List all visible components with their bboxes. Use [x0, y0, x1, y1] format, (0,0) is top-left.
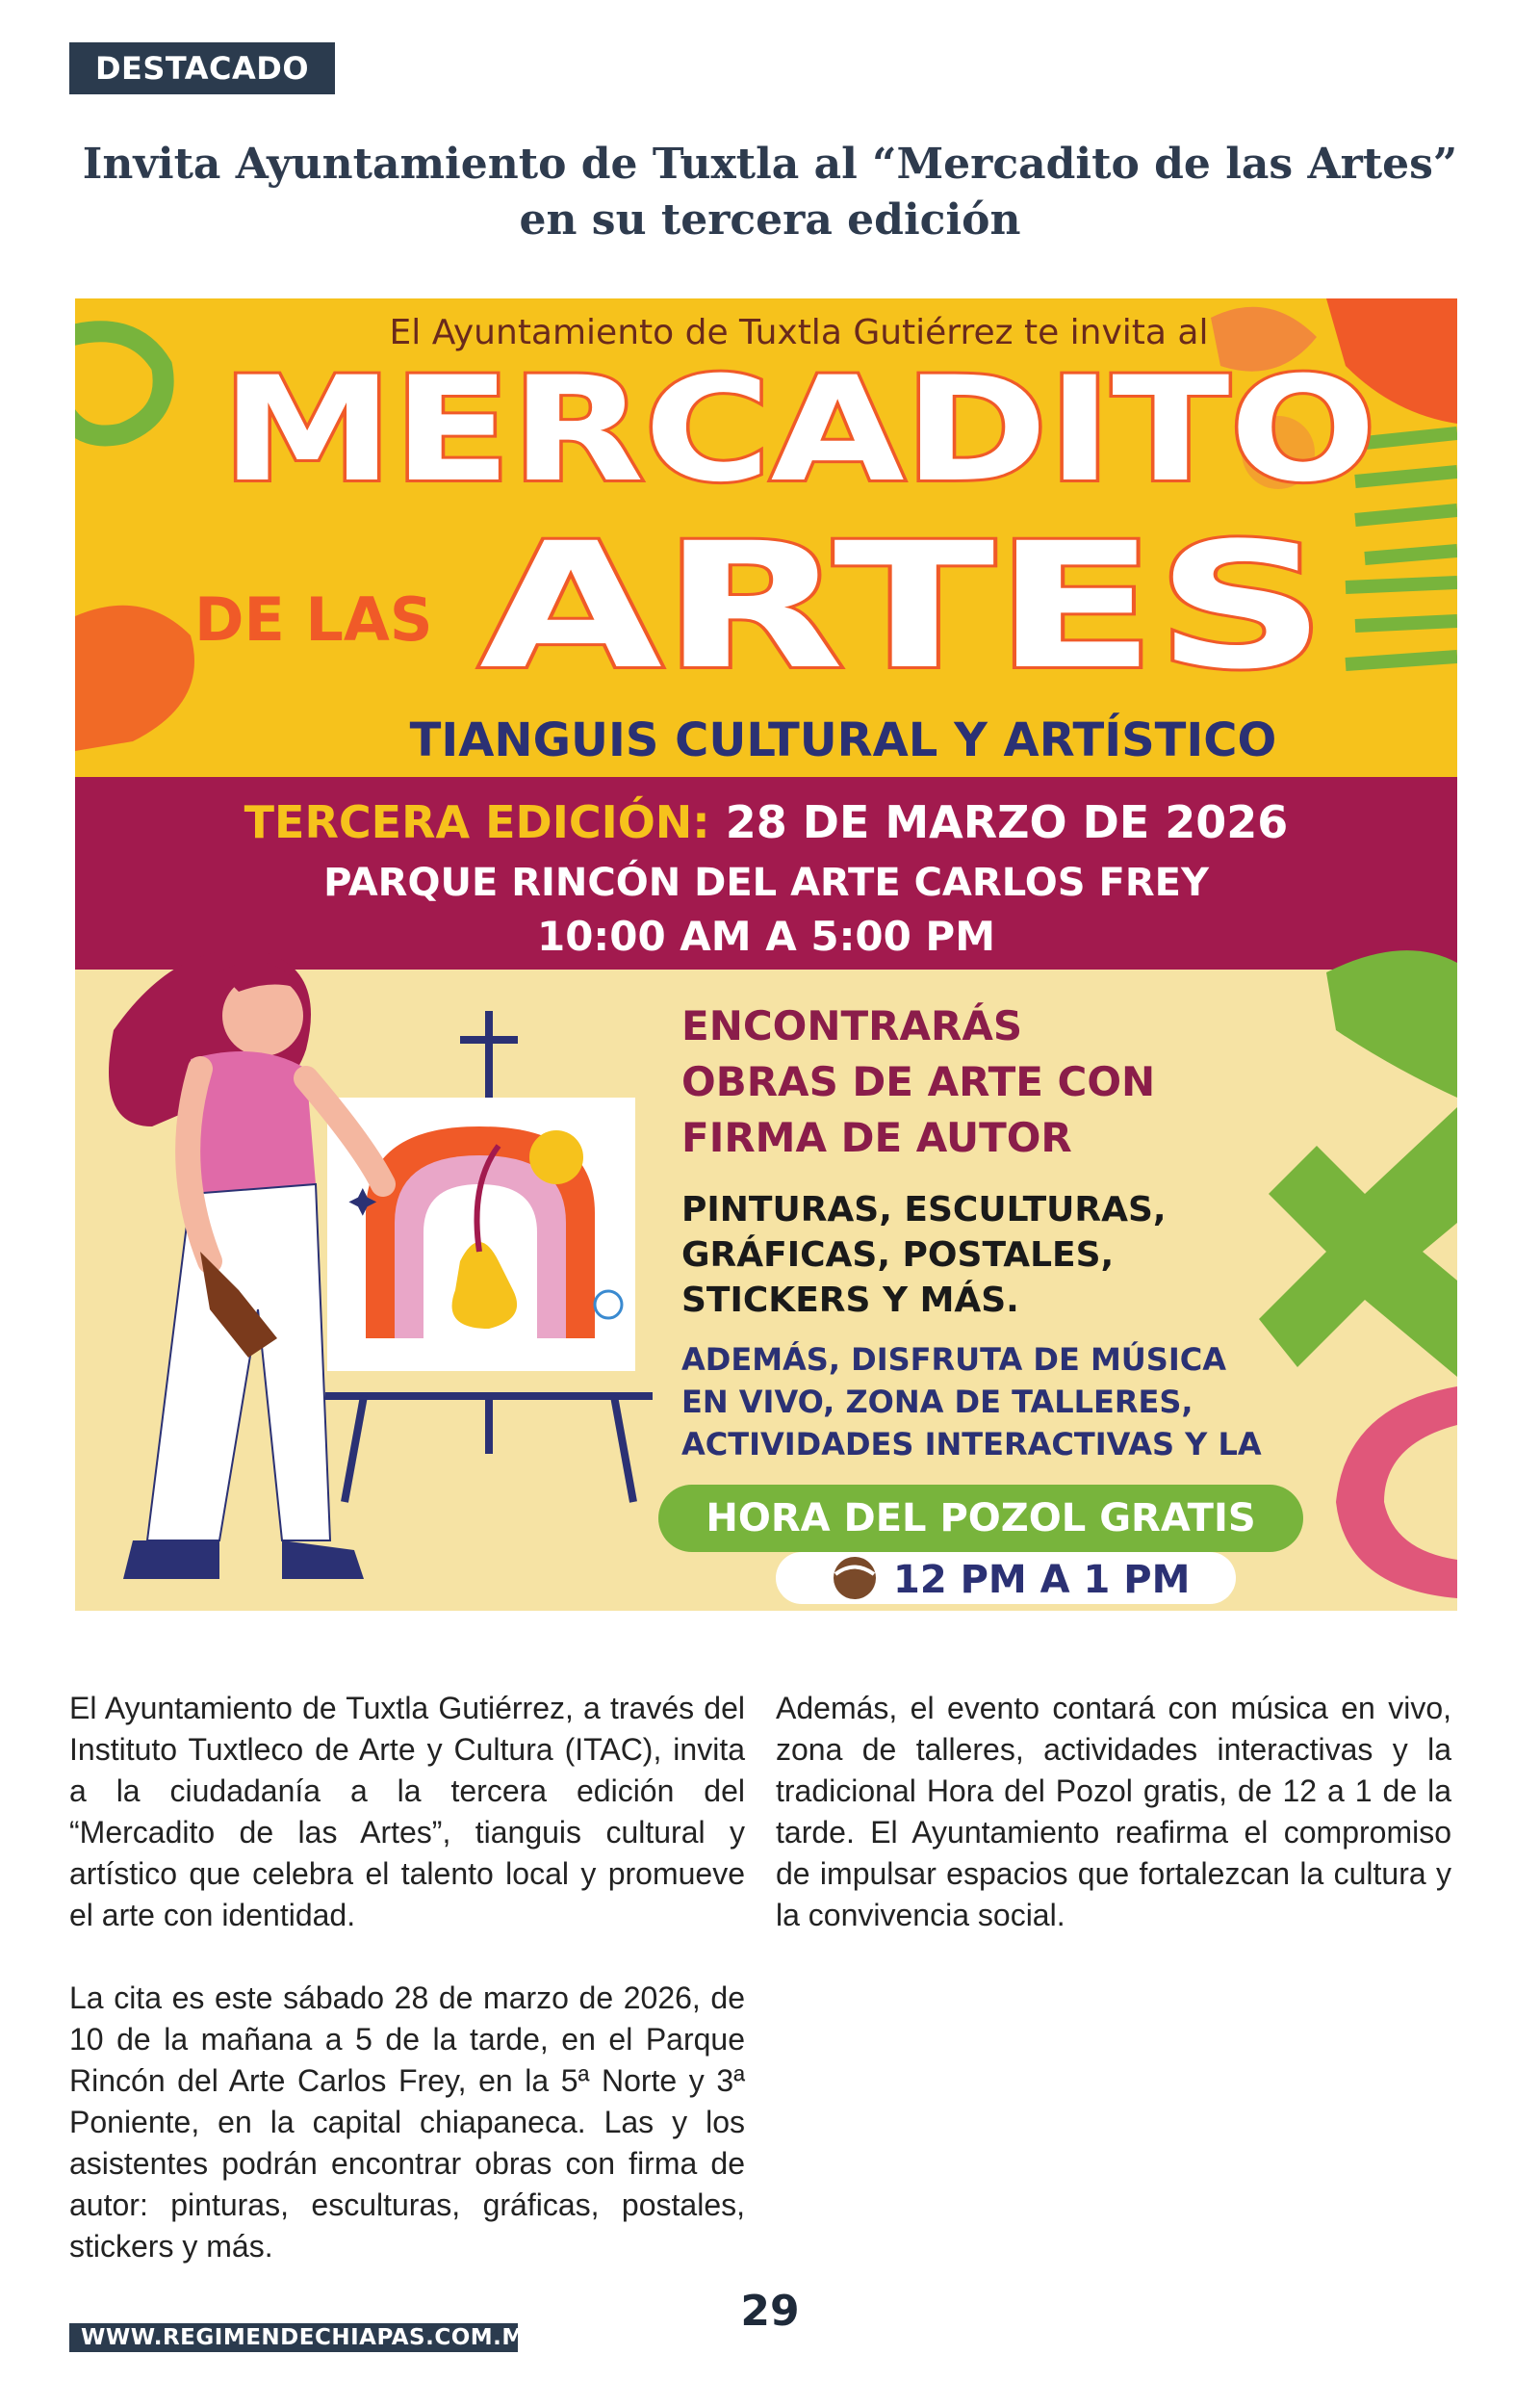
poster-invite: El Ayuntamiento de Tuxtla Gutiérrez te invita al	[389, 313, 1209, 352]
svg-text:HORA DEL POZOL GRATIS	[706, 1496, 1255, 1540]
poster-venue: PARQUE RINCÓN DEL ARTE CARLOS FREY	[323, 861, 1209, 905]
section-tag: DESTACADO	[69, 42, 335, 94]
poster-also-line-3: ACTIVIDADES INTERACTIVAS Y LA	[681, 1426, 1262, 1462]
page-number: 29	[740, 2287, 800, 2336]
poster-pozol-strong: POZOL GRATIS	[939, 1496, 1256, 1540]
article-paragraph: El Ayuntamiento de Tuxtla Gutiérrez, a través del Instituto Tuxtleco de Arte y Cultura (ITAC), invita a la ciudadanía a la tercera edición del “Mercadito de las Artes”, tianguis cultural y artístico que celebra el talento local y promueve el arte con identidad.	[69, 1691, 745, 1932]
headline-line-2: en su tercera edición	[519, 195, 1021, 245]
poster-title-artes: ARTES	[479, 506, 1326, 708]
poster-edition-date: 28 DE MARZO DE 2026	[725, 796, 1289, 848]
article-paragraph: La cita es este sábado 28 de marzo de 2026, de 10 de la mañana a 5 de la tarde, en el Parque Rincón del Arte Carlos Frey, en la 5ª Norte y 3ª Poniente, en la capital chiapaneca. Las y los asistentes podrán encontrar obras con firma de autor: pinturas, esculturas, gráficas, postales, stickers y más.	[69, 1980, 745, 2264]
event-poster	[75, 298, 1457, 1611]
pozol-bowl-icon	[834, 1557, 876, 1599]
website-footer: WWW.REGIMENDECHIAPAS.COM.MX	[69, 2323, 518, 2352]
poster-title-top: MERCADITO	[221, 347, 1376, 514]
poster-also-line-1: ADEMÁS, DISFRUTA DE MÚSICA	[681, 1341, 1226, 1378]
poster-find-line-3: FIRMA DE AUTOR	[681, 1114, 1072, 1161]
article-column-left	[69, 1688, 745, 2309]
article-column-right	[776, 1688, 1451, 1978]
poster-edition-label: TERCERA EDICIÓN:	[244, 796, 710, 848]
svg-text:TERCERA EDICIÓN:	[244, 796, 1289, 848]
poster-hours: 10:00 AM A 5:00 PM	[536, 913, 996, 960]
headline-line-1: Invita Ayuntamiento de Tuxtla al “Mercadito de las Artes”	[82, 140, 1458, 189]
poster-items-line-2: GRÁFICAS, POSTALES,	[681, 1235, 1115, 1275]
poster-also-line-2: EN VIVO, ZONA DE TALLERES,	[681, 1384, 1194, 1420]
poster-find-line-2: OBRAS DE ARTE CON	[681, 1058, 1156, 1105]
poster-title-de-las: DE LAS	[194, 584, 433, 655]
article-paragraph: Además, el evento contará con música en vivo, zona de talleres, actividades interactivas y la tradicional Hora del Pozol gratis, de 12 a 1 de la tarde. El Ayuntamiento reafirma el compromiso de impulsar espacios que fortalezcan la cultura y la convivencia social.	[776, 1691, 1451, 1932]
poster-pozol-time: 12 PM A 1 PM	[893, 1558, 1191, 1602]
poster-subtitle: TIANGUIS CULTURAL Y ARTÍSTICO	[409, 713, 1277, 767]
poster-items-line-1: PINTURAS, ESCULTURAS,	[681, 1190, 1167, 1229]
poster-pozol-prefix: HORA DEL	[706, 1496, 940, 1540]
poster-find-line-1: ENCONTRARÁS	[681, 1002, 1023, 1049]
poster-items-line-3: STICKERS Y MÁS.	[681, 1281, 1019, 1320]
article-headline	[58, 137, 1482, 248]
